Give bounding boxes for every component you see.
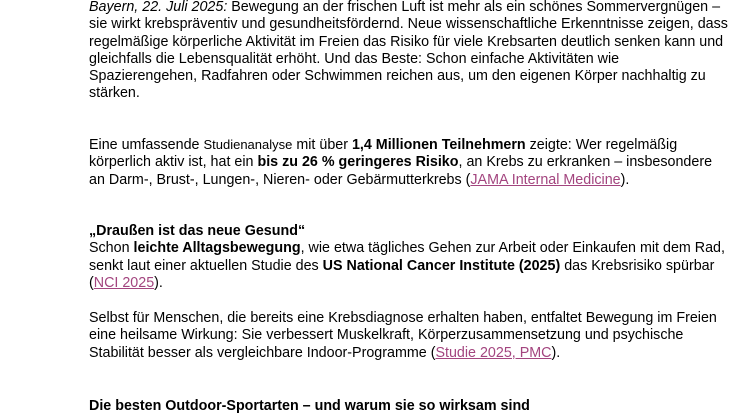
intro-text: Bewegung an der frischen Luft ist mehr als ein schönes Sommervergnügen – sie wirkt krebspräventiv und gesundheitsfördernd. Neue wissenschaftliche Erkenntnisse zeigen, dass regelmäßige körperliche Aktivität im Freien das Risiko für viele Krebsarten deutlich senken kann und gleichfalls die Lebensqualität erhöht. Und das Beste: Schon einfache Aktivitäten wie Spazierengehen, Radfahren oder Schwimmen reichen aus, um den eigenen Körper nachhaltig zu stärken. <box>89 0 728 102</box>
sports-heading-paragraph <box>89 398 729 415</box>
intro-paragraph <box>89 0 729 103</box>
diagnosis-paragraph <box>89 310 729 362</box>
text-run: Selbst für Menschen, die bereits eine Krebsdiagnose erhalten haben, entfaltet Bewegung im Freien eine heilsame Wirkung: Sie verbessert Muskelkraft, Körperzusammensetzung und psychische Stabilität besser als vergleichbare Indoor-Programme ( <box>89 310 717 361</box>
text-run: ). <box>154 274 163 291</box>
text-run: Studienanalyse <box>203 137 293 152</box>
bold-risk-reduction: bis zu 26 % geringeres Risiko <box>257 154 459 171</box>
study-paragraph <box>89 136 729 189</box>
bold-everyday-movement: leichte Alltagsbewegung <box>133 240 301 257</box>
section-heading-sports: Die besten Outdoor-Sportarten – und warum sie so wirksam sind <box>89 398 530 414</box>
bold-nci: US National Cancer Institute (2025) <box>322 257 561 274</box>
text-run: Schon <box>89 240 134 257</box>
text-run: , an Krebs zu erkranken – insbesondere an Darm-, Brust-, Lungen-, Nieren- oder Gebärmutterkrebs ( <box>89 154 713 188</box>
text-run: mit über <box>292 137 352 153</box>
nci-link[interactable]: NCI 2025 <box>93 274 155 291</box>
jama-link[interactable]: JAMA Internal Medicine <box>470 171 621 188</box>
text-run: ). <box>551 344 561 361</box>
bold-participants: 1,4 Millionen Teilnehmern <box>351 137 526 153</box>
text-run: das Krebsrisiko spürbar ( <box>89 257 715 291</box>
section-heading-outdoor: „Draußen ist das neue Gesund“ <box>89 223 306 239</box>
text-run: zeigte: Wer regelmäßig körperlich aktiv ist, hat ein <box>89 137 678 171</box>
text-run: Eine umfassende <box>89 137 204 153</box>
text-run: ). <box>620 171 630 188</box>
pmc-study-link[interactable]: Studie 2025, PMC <box>435 344 552 361</box>
text-run: , wie etwa tägliches Gehen zur Arbeit oder Einkaufen mit dem Rad, senkt laut einer aktuellen Studie des <box>89 240 725 274</box>
dateline: Bayern, 22. Juli 2025: <box>89 0 228 15</box>
outdoor-paragraph <box>89 223 729 292</box>
